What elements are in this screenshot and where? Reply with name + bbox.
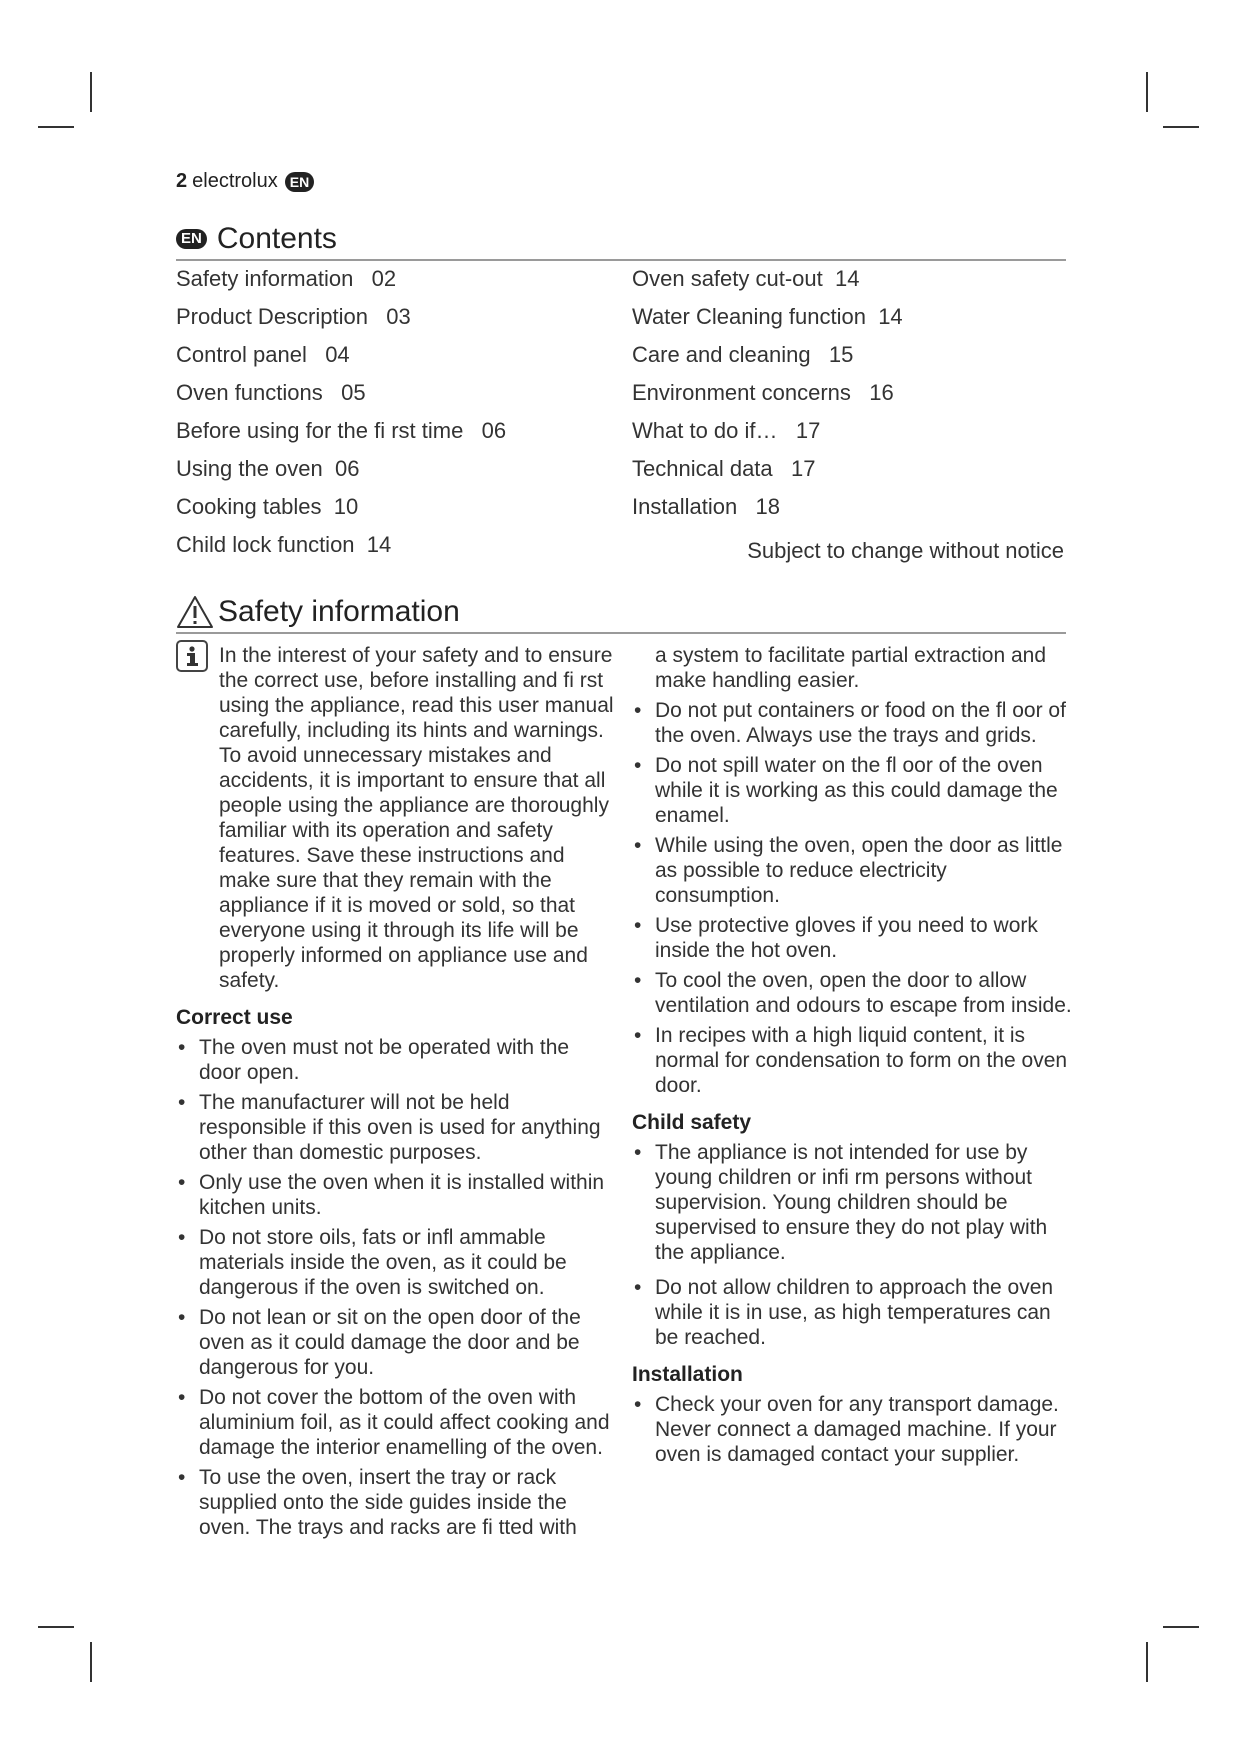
toc-entry: Child lock function 14 xyxy=(176,532,392,557)
list-item: • Do not put containers or food on the fl oor of the oven. Always use the trays and grids. xyxy=(632,698,1072,748)
installation-list xyxy=(632,1392,1072,1467)
toc-entry: Before using for the fi rst time 06 xyxy=(176,418,507,443)
safety-rule xyxy=(176,632,1066,634)
safety-left-column xyxy=(176,643,616,1545)
correct-use-heading: Correct use xyxy=(176,1006,293,1029)
contents-heading xyxy=(176,222,1066,256)
contents-rule xyxy=(176,259,1066,261)
safety-title: Safety information xyxy=(218,595,460,628)
correct-use-list-continued xyxy=(632,698,1072,1098)
toc-entry: What to do if… 17 xyxy=(632,418,821,443)
list-item: • Check your oven for any transport damage. Never connect a damaged machine. If your oven is damaged contact your supplier. xyxy=(632,1392,1072,1467)
safety-intro: In the interest of your safety and to ensure the correct use, before installing and fi rst using the appliance, read this user manual carefully, including its hints and warnings. To avoid unnecessary mistakes and accidents, it is important to ensure that all people using the appliance are thoroughly familiar with its operation and safety features. Save these instructions and make sure that they remain with the appliance if it is moved or sold, so that everyone using it through its life will be properly informed on appliance use and safety. xyxy=(219,644,614,992)
list-item: • Use protective gloves if you need to work inside the hot oven. xyxy=(632,913,1072,963)
toc-entry: Control panel 04 xyxy=(176,342,350,367)
toc-entry: Cooking tables 10 xyxy=(176,494,359,519)
toc-right-column xyxy=(632,264,903,530)
list-item: • Only use the oven when it is installed within kitchen units. xyxy=(176,1170,616,1220)
toc-entry: Water Cleaning function 14 xyxy=(632,304,903,329)
brand-name: electrolux xyxy=(192,170,278,192)
crop-mark xyxy=(90,72,92,112)
crop-mark xyxy=(1146,1642,1148,1682)
correct-use-list xyxy=(176,1035,616,1540)
crop-mark xyxy=(90,1642,92,1682)
installation-heading: Installation xyxy=(632,1363,743,1386)
crop-mark xyxy=(38,1626,74,1628)
language-badge: EN xyxy=(285,172,314,192)
contents-language-badge: EN xyxy=(176,229,207,249)
list-item: • To use the oven, insert the tray or rack supplied onto the side guides inside the oven. The trays and racks are fi tted with xyxy=(176,1465,616,1540)
warning-icon xyxy=(176,595,214,629)
toc-entry: Installation 18 xyxy=(632,494,780,519)
toc-entry: Safety information 02 xyxy=(176,266,397,291)
list-item: • Do not lean or sit on the open door of the oven as it could damage the door and be dangerous for you. xyxy=(176,1305,616,1380)
child-safety-list xyxy=(632,1140,1072,1350)
page-header xyxy=(176,170,314,193)
crop-mark xyxy=(1146,72,1148,112)
continued-text: a system to facilitate partial extraction and make handling easier. xyxy=(655,644,1047,692)
safety-right-column xyxy=(632,643,1072,1472)
change-notice: Subject to change without notice xyxy=(747,538,1064,563)
toc-entry: Oven safety cut-out 14 xyxy=(632,266,860,291)
toc-entry: Using the oven 06 xyxy=(176,456,360,481)
list-item: • To cool the oven, open the door to allow ventilation and odours to escape from inside. xyxy=(632,968,1072,1018)
list-item: • In recipes with a high liquid content, it is normal for condensation to form on the oven door. xyxy=(632,1023,1072,1098)
list-item: • The oven must not be operated with the door open. xyxy=(176,1035,616,1085)
page-number: 2 xyxy=(176,170,188,192)
list-item: • While using the oven, open the door as little as possible to reduce electricity consumption. xyxy=(632,833,1072,908)
crop-mark xyxy=(38,126,74,128)
crop-mark xyxy=(1163,1626,1199,1628)
list-item: • The appliance is not intended for use by young children or infi rm persons without supervision. Young children should be supervised to ensure they do not play with the appliance. xyxy=(632,1140,1072,1265)
toc-entry: Environment concerns 16 xyxy=(632,380,894,405)
toc-entry: Product Description 03 xyxy=(176,304,411,329)
list-item: • The manufacturer will not be held responsible if this oven is used for anything other than domestic purposes. xyxy=(176,1090,616,1165)
contents-title: Contents xyxy=(216,222,337,255)
list-item: • Do not spill water on the fl oor of the oven while it is working as this could damage the enamel. xyxy=(632,753,1072,828)
toc-entry: Oven functions 05 xyxy=(176,380,366,405)
toc-left-column xyxy=(176,264,506,568)
safety-heading xyxy=(176,595,1066,629)
toc-entry: Care and cleaning 15 xyxy=(632,342,854,367)
child-safety-heading: Child safety xyxy=(632,1111,752,1134)
crop-mark xyxy=(1163,126,1199,128)
list-item: • Do not cover the bottom of the oven with aluminium foil, as it could affect cooking and damage the interior enamelling of the oven. xyxy=(176,1385,616,1460)
toc-entry: Technical data 17 xyxy=(632,456,816,481)
list-item: • Do not allow children to approach the oven while it is in use, as high temperatures can be reached. xyxy=(632,1275,1072,1350)
list-item: • Do not store oils, fats or infl ammable materials inside the oven, as it could be dangerous if the oven is switched on. xyxy=(176,1225,616,1300)
